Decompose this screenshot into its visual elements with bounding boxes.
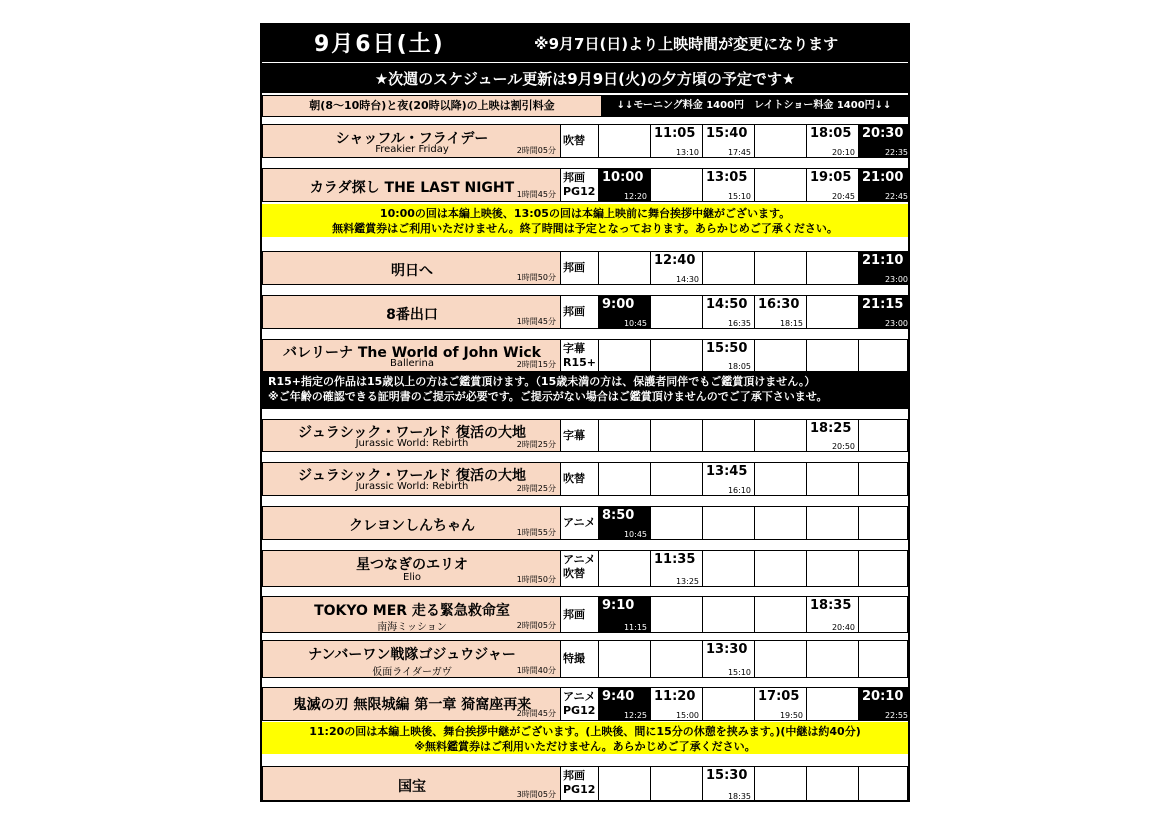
showtime-start: 21:00	[862, 170, 904, 185]
showtime-end: 15:00	[675, 711, 699, 720]
showtime-slot	[859, 597, 910, 632]
showtime-slot[interactable]	[599, 296, 651, 328]
discount-prices: ↓↓モーニング料金 1400円 レイトショー料金 1400円↓↓	[601, 96, 907, 116]
showtime-end: 23:00	[884, 275, 908, 284]
showtime-slot	[755, 767, 807, 801]
showtime-slot	[755, 252, 807, 284]
showtime-slot	[599, 340, 651, 371]
showtime-end: 22:55	[884, 711, 908, 720]
movie-format-cell	[561, 252, 599, 284]
movie-runtime: 2時間05分	[516, 621, 556, 630]
showtime-start: 18:25	[810, 421, 852, 436]
showtime-slot	[755, 125, 807, 157]
showtime-start: 19:05	[810, 170, 852, 185]
showtime-slot	[755, 169, 807, 201]
showtime-end: 20:45	[831, 192, 855, 201]
showtime-slot[interactable]	[703, 767, 755, 801]
showtime-start: 14:50	[706, 297, 748, 312]
movie-rating: PG12	[563, 783, 596, 796]
movie-format-cell	[561, 463, 599, 495]
movie-rating: PG12	[563, 704, 596, 717]
showtime-start: 11:20	[654, 689, 696, 704]
movie-row	[262, 687, 908, 721]
showtime-start: 9:40	[602, 689, 635, 704]
showtime-slot	[859, 641, 910, 677]
movie-runtime: 1時間55分	[516, 528, 556, 537]
movie-title: シャッフル・フライデー	[335, 131, 489, 147]
showtime-slot	[807, 507, 859, 539]
movie-format: アニメ	[563, 690, 596, 703]
showtime-end: 10:45	[623, 530, 647, 539]
showtime-end: 13:25	[675, 577, 699, 586]
showtime-start: 12:40	[654, 253, 696, 268]
showtime-slot	[755, 420, 807, 451]
showtime-end: 20:50	[831, 442, 855, 451]
showtime-start: 13:30	[706, 642, 748, 657]
note-line: ※ご年齢の確認できる証明書のご提示が必要です。ご提示がない場合はご鑑賞頂けませんのでご了承下さいませ。	[268, 390, 828, 403]
showtime-start: 15:40	[706, 126, 748, 141]
movie-title: バレリーナ The World of John Wick	[283, 345, 541, 361]
showtime-slot	[703, 252, 755, 284]
movie-title: 鬼滅の刃 無限城編 第一章 猗窩座再来	[292, 697, 532, 713]
showtime-slot[interactable]	[703, 169, 755, 201]
discount-bar	[262, 95, 908, 117]
showtime-slot	[651, 507, 703, 539]
showtime-slot	[859, 767, 910, 801]
movie-format: 字幕	[563, 342, 585, 355]
movie-rating: PG12	[563, 185, 596, 198]
showtime-end: 19:50	[779, 711, 803, 720]
movie-row	[262, 339, 908, 372]
showtime-slot	[651, 169, 703, 201]
showtime-slot	[703, 551, 755, 586]
showtime-slot[interactable]	[599, 688, 651, 720]
movie-title: ジュラシック・ワールド 復活の大地	[297, 468, 527, 484]
showtime-start: 18:35	[810, 598, 852, 613]
showtime-slot	[755, 507, 807, 539]
showtime-slot[interactable]	[807, 420, 859, 451]
showtime-slot[interactable]	[755, 296, 807, 328]
showtime-slot	[859, 507, 910, 539]
movie-format-cell	[561, 420, 599, 451]
header-update-bar	[262, 62, 908, 93]
movie-format-cell	[561, 597, 599, 632]
movie-title: クレヨンしんちゃん	[349, 518, 475, 534]
showtime-end: 12:20	[623, 192, 647, 201]
movie-title-cell	[263, 767, 561, 801]
schedule-date: 9月6日(土)	[314, 32, 445, 57]
movie-subtitle: Jurassic World: Rebirth	[355, 438, 469, 449]
showtime-slot	[703, 507, 755, 539]
movie-format: 邦画	[563, 305, 585, 318]
showtime-end: 15:10	[727, 668, 751, 677]
showtime-start: 9:00	[602, 297, 635, 312]
movie-title: TOKYO MER 走る緊急救命室	[314, 603, 510, 619]
showtime-slot	[599, 767, 651, 801]
showtime-slot[interactable]	[599, 169, 651, 201]
movie-format-cell	[561, 507, 599, 539]
showtime-slot	[703, 688, 755, 720]
showtime-end: 22:35	[884, 148, 908, 157]
movie-format-cell	[561, 296, 599, 328]
movie-title-cell	[263, 252, 561, 284]
showtime-slot	[599, 551, 651, 586]
showtime-slot	[807, 340, 859, 371]
movie-title: 8番出口	[386, 307, 438, 323]
showtime-slot	[807, 463, 859, 495]
movie-title-cell	[263, 463, 561, 495]
showtime-slot[interactable]	[651, 125, 703, 157]
note-line: R15+指定の作品は15歳以上の方はご鑑賞頂けます。（15歳未満の方は、保護者同伴でもご鑑賞頂けません。）	[268, 375, 816, 388]
movie-runtime: 3時間05分	[516, 790, 556, 799]
movie-runtime: 2時間15分	[516, 360, 556, 369]
movie-title: ジュラシック・ワールド 復活の大地	[297, 425, 527, 441]
showtime-slot	[703, 597, 755, 632]
movie-note-ballerina	[262, 372, 908, 409]
movie-title-cell	[263, 125, 561, 157]
showtime-slot	[859, 551, 910, 586]
showtime-slot[interactable]	[859, 688, 910, 720]
showtime-slot	[807, 767, 859, 801]
movie-format-cell	[561, 641, 599, 677]
movie-format-cell	[561, 767, 599, 801]
showtime-slot	[859, 340, 910, 371]
schedule-change-notice: ※9月7日(日)より上映時間が変更になります	[534, 35, 839, 53]
showtime-start: 13:45	[706, 464, 748, 479]
showtime-end: 16:35	[727, 319, 751, 328]
movie-format: 吹替	[563, 134, 585, 147]
showtime-slot	[807, 252, 859, 284]
movie-format-cell	[561, 551, 599, 586]
showtime-slot	[599, 420, 651, 451]
movie-subtitle: Jurassic World: Rebirth	[355, 481, 469, 492]
showtime-end: 18:15	[779, 319, 803, 328]
movie-title-cell	[263, 340, 561, 371]
movie-format: 邦画	[563, 261, 585, 274]
movie-row	[262, 124, 908, 158]
movie-format: 吹替	[563, 472, 585, 485]
showtime-end: 11:15	[623, 623, 647, 632]
showtime-slot	[651, 340, 703, 371]
note-line: 11:20の回は本編上映後、舞台挨拶中継がございます。(上映後、間に15分の休憩を挟みます。)(中継は約40分)	[309, 725, 861, 738]
showtime-end: 16:10	[727, 486, 751, 495]
showtime-slot	[703, 420, 755, 451]
movie-runtime: 2時間25分	[516, 484, 556, 493]
showtime-start: 18:05	[810, 126, 852, 141]
note-line: ※無料鑑賞券はご利用いただけません。あらかじめご了承ください。	[414, 740, 756, 753]
showtime-slot[interactable]	[651, 688, 703, 720]
movie-subtitle: Elio	[403, 572, 421, 583]
movie-format: 字幕	[563, 429, 585, 442]
movie-format: 邦画	[563, 608, 585, 621]
header-date-bar	[262, 25, 908, 62]
discount-hours: 朝(8～10時台)と夜(20時以降)の上映は割引料金	[263, 96, 602, 116]
movie-title-cell	[263, 420, 561, 451]
next-update-notice: ★次週のスケジュール更新は9月9日(火)の夕方頃の予定です★	[374, 70, 796, 88]
showtime-slot[interactable]	[703, 641, 755, 677]
showtime-slot[interactable]	[807, 169, 859, 201]
showtime-slot[interactable]	[703, 463, 755, 495]
movie-runtime: 1時間50分	[516, 575, 556, 584]
showtime-slot[interactable]	[703, 125, 755, 157]
showtime-start: 13:05	[706, 170, 748, 185]
showtime-slot[interactable]	[859, 252, 910, 284]
showtime-slot[interactable]	[859, 296, 910, 328]
showtime-end: 18:35	[727, 792, 751, 801]
showtime-slot	[651, 463, 703, 495]
movie-format: アニメ	[563, 553, 596, 566]
showtime-start: 16:30	[758, 297, 800, 312]
showtime-start: 10:00	[602, 170, 644, 185]
movie-row	[262, 506, 908, 540]
movie-title-cell	[263, 507, 561, 539]
showtime-slot	[807, 551, 859, 586]
showtime-slot	[651, 296, 703, 328]
showtime-slot[interactable]	[703, 296, 755, 328]
movie-row	[262, 640, 908, 678]
showtime-start: 21:15	[862, 297, 904, 312]
showtime-slot	[755, 551, 807, 586]
movie-row	[262, 295, 908, 329]
showtime-slot	[755, 597, 807, 632]
movie-title: 明日へ	[391, 263, 433, 279]
movie-runtime: 2時間25分	[516, 440, 556, 449]
movie-format-cell	[561, 340, 599, 371]
movie-row	[262, 766, 908, 802]
movie-row	[262, 251, 908, 285]
movie-rating: 吹替	[563, 567, 585, 580]
movie-note-karada	[262, 204, 908, 237]
showtime-slot[interactable]	[807, 597, 859, 632]
showtime-start: 21:10	[862, 253, 904, 268]
showtime-slot	[859, 420, 910, 451]
movie-subtitle: Freakier Friday	[375, 144, 449, 155]
showtime-end: 23:00	[884, 319, 908, 328]
showtime-slot	[755, 340, 807, 371]
movie-note-kimetsu	[262, 722, 908, 754]
showtime-slot[interactable]	[859, 169, 910, 201]
showtime-end: 12:25	[623, 711, 647, 720]
movie-format: 特撮	[563, 652, 585, 665]
movie-row	[262, 596, 908, 633]
movie-subtitle: 仮面ライダーガヴ	[372, 667, 452, 678]
movie-title: 星つなぎのエリオ	[356, 557, 468, 573]
showtime-end: 15:10	[727, 192, 751, 201]
showtime-start: 15:50	[706, 341, 748, 356]
showtime-start: 11:35	[654, 552, 696, 567]
showtime-slot[interactable]	[651, 252, 703, 284]
movie-title-cell	[263, 296, 561, 328]
movie-rating: R15+	[563, 356, 596, 369]
showtime-slot	[599, 125, 651, 157]
showtime-slot	[599, 252, 651, 284]
movie-format-cell	[561, 169, 599, 201]
movie-runtime: 2時間05分	[516, 146, 556, 155]
showtime-slot	[599, 463, 651, 495]
showtime-slot	[651, 767, 703, 801]
showtime-slot	[755, 463, 807, 495]
movie-row	[262, 462, 908, 496]
showtime-end: 22:45	[884, 192, 908, 201]
showtime-start: 20:10	[862, 689, 904, 704]
showtime-end: 18:05	[727, 362, 751, 371]
movie-title: 国宝	[398, 779, 426, 795]
showtime-slot	[807, 688, 859, 720]
showtime-start: 17:05	[758, 689, 800, 704]
movie-format: 邦画	[563, 769, 585, 782]
showtime-slot[interactable]	[807, 125, 859, 157]
movie-title-cell	[263, 551, 561, 586]
showtime-slot[interactable]	[703, 340, 755, 371]
note-line: 10:00の回は本編上映後、13:05の回は本編上映前に舞台挨拶中継がございます。	[379, 207, 791, 220]
showtime-start: 11:05	[654, 126, 696, 141]
movie-format-cell	[561, 688, 599, 720]
showtime-slot[interactable]	[859, 125, 910, 157]
movie-row	[262, 550, 908, 587]
movie-title-cell	[263, 641, 561, 677]
showtime-slot	[755, 641, 807, 677]
movie-runtime: 1時間50分	[516, 273, 556, 282]
movie-runtime: 1時間40分	[516, 666, 556, 675]
movie-title-cell	[263, 597, 561, 632]
schedule-sheet	[260, 23, 910, 802]
showtime-end: 20:40	[831, 623, 855, 632]
showtime-start: 15:30	[706, 768, 748, 783]
movie-row	[262, 419, 908, 452]
showtime-slot	[807, 296, 859, 328]
showtime-start: 9:10	[602, 598, 635, 613]
movie-subtitle: 南海ミッション	[377, 622, 447, 633]
movie-runtime: 1時間45分	[516, 317, 556, 326]
note-line: 無料鑑賞券はご利用いただけません。終了時間は予定となっております。あらかじめご了承ください。	[332, 222, 838, 235]
movie-title: ナンバーワン戦隊ゴジュウジャー	[308, 647, 516, 663]
showtime-slot[interactable]	[599, 597, 651, 632]
showtime-slot	[651, 641, 703, 677]
showtime-slot[interactable]	[755, 688, 807, 720]
showtime-end: 17:45	[727, 148, 751, 157]
movie-row	[262, 168, 908, 202]
movie-title: カラダ探し THE LAST NIGHT	[309, 180, 515, 196]
showtime-slot	[651, 597, 703, 632]
movie-title-cell	[263, 169, 561, 201]
showtime-slot	[599, 641, 651, 677]
movie-runtime: 1時間45分	[516, 190, 556, 199]
movie-format: アニメ	[563, 516, 596, 529]
showtime-end: 20:10	[831, 148, 855, 157]
showtime-slot[interactable]	[651, 551, 703, 586]
showtime-slot	[807, 641, 859, 677]
showtime-end: 13:10	[675, 148, 699, 157]
movie-subtitle: Ballerina	[389, 358, 435, 369]
movie-title-cell	[263, 688, 561, 720]
showtime-start: 20:30	[862, 126, 904, 141]
showtime-end: 14:30	[675, 275, 699, 284]
showtime-start: 8:50	[602, 508, 635, 523]
movie-format: 邦画	[563, 171, 585, 184]
showtime-end: 10:45	[623, 319, 647, 328]
movie-runtime: 2時間45分	[516, 709, 556, 718]
showtime-slot	[651, 420, 703, 451]
showtime-slot	[859, 463, 910, 495]
movie-format-cell	[561, 125, 599, 157]
showtime-slot[interactable]	[599, 507, 651, 539]
